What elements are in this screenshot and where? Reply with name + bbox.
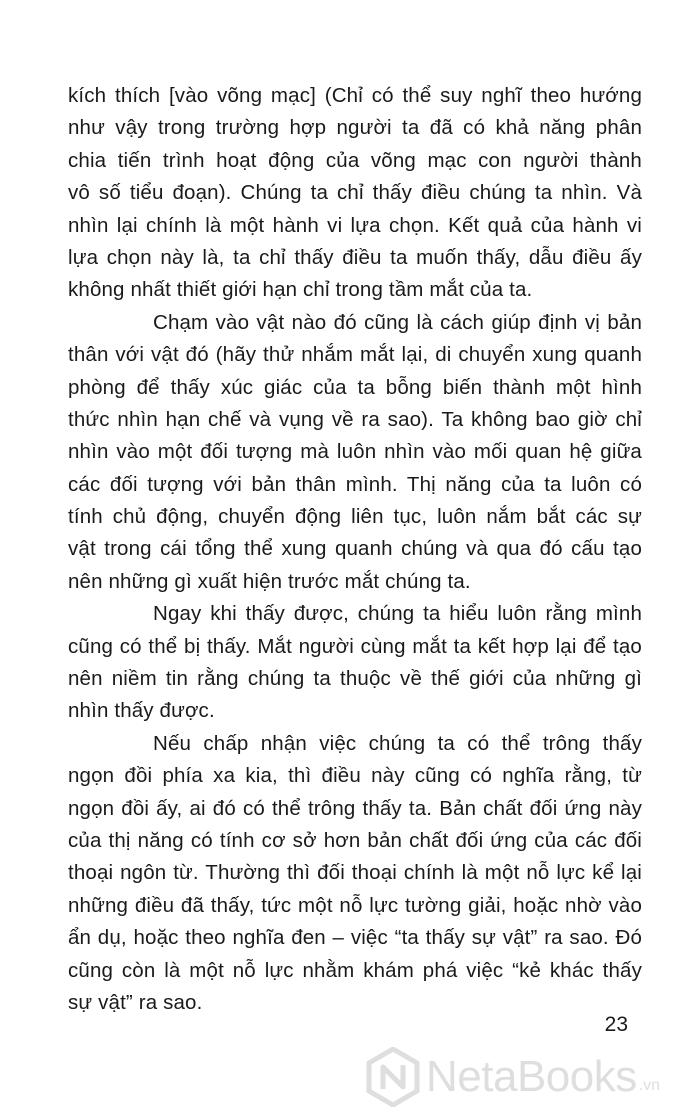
text-line: thoại ngôn từ. Thường thì đối thoại chính là một nỗ lực kể lại [68,861,642,885]
paragraph [68,307,642,599]
text-line: cũng còn là một nỗ lực nhằm khám phá việc “kẻ khác thấy [68,958,642,982]
text-line: nhìn lại chính là một hành vi lựa chọn. Kết quả của hành vi [68,213,642,237]
text-line: nhìn thấy được. [68,699,215,723]
text-line: không nhất thiết giới hạn chỉ trong tầm mắt của ta. [68,278,533,302]
text-line: những điều đã thấy, tức một nỗ lực tường giải, hoặc nhờ vào [68,893,642,917]
text-line: các đối tượng với bản thân mình. Thị năng của ta luôn có [68,472,642,496]
text-line: của thị năng có tính cơ sở hơn bản chất đối ứng của các đối [68,828,642,852]
page-number: 23 [604,1013,628,1036]
text-line: như vậy trong trường hợp người ta đã có khả năng phân [68,116,642,140]
paragraph [68,728,642,1020]
text-line: lựa chọn này là, ta chỉ thấy điều ta muốn thấy, dẫu điều ấy [68,245,642,269]
paragraph [68,598,642,728]
text-line: ẩn dụ, hoặc theo nghĩa đen – việc “ta thấy sự vật” ra sao. Đó [68,926,642,950]
text-line: ngọn đồi phía xa kia, thì điều này cũng có nghĩa rằng, từ [68,764,642,788]
watermark-brand: NetaBooks [426,1052,637,1101]
netabooks-logo-icon [366,1047,420,1107]
text-line: nhìn vào một đối tượng mà luôn nhìn vào mối quan hệ giữa [68,440,642,464]
text-line: vật trong cái tổng thể xung quanh chúng và qua đó cấu tạo [68,537,642,561]
watermark [366,1045,696,1109]
text-line: tính chủ động, chuyển động liên tục, luôn nắm bắt các sự [68,505,642,529]
watermark-suffix: .vn [638,1077,661,1094]
text-line: ngọn đồi ấy, ai đó có thể trông thấy ta. Bản chất đối ứng này [68,796,642,820]
text-line: Chạm vào vật nào đó cũng là cách giúp định vị bản [153,310,642,334]
text-line: sự vật” ra sao. [68,990,203,1014]
text-line: thức nhìn hạn chế và vụng về ra sao). Ta không bao giờ chỉ [68,407,642,431]
text-line: nên niềm tin rằng chúng ta thuộc về thế giới của những gì [68,667,642,691]
text-line: chia tiến trình hoạt động của võng mạc con người thành [68,148,642,172]
text-line: Ngay khi thấy được, chúng ta hiểu luôn rằng mình [153,602,642,626]
text-line: nên những gì xuất hiện trước mắt chúng ta. [68,569,471,593]
text-line: kích thích [vào võng mạc] (Chỉ có thể suy nghĩ theo hướng [68,84,642,107]
text-line: vô số tiểu đoạn). Chúng ta chỉ thấy điều chúng ta nhìn. Và [68,181,642,205]
body-text [68,80,642,1019]
text-line: Nếu chấp nhận việc chúng ta có thể trông thấy [153,731,642,755]
text-line: cũng có thể bị thấy. Mắt người cùng mắt ta kết hợp lại để tạo [68,634,642,658]
text-line: thân với vật đó (hãy thử nhắm mắt lại, di chuyển xung quanh [68,343,642,367]
paragraph [68,80,642,307]
text-line: phòng để thấy xúc giác của ta bỗng biến thành một hình [68,375,642,399]
